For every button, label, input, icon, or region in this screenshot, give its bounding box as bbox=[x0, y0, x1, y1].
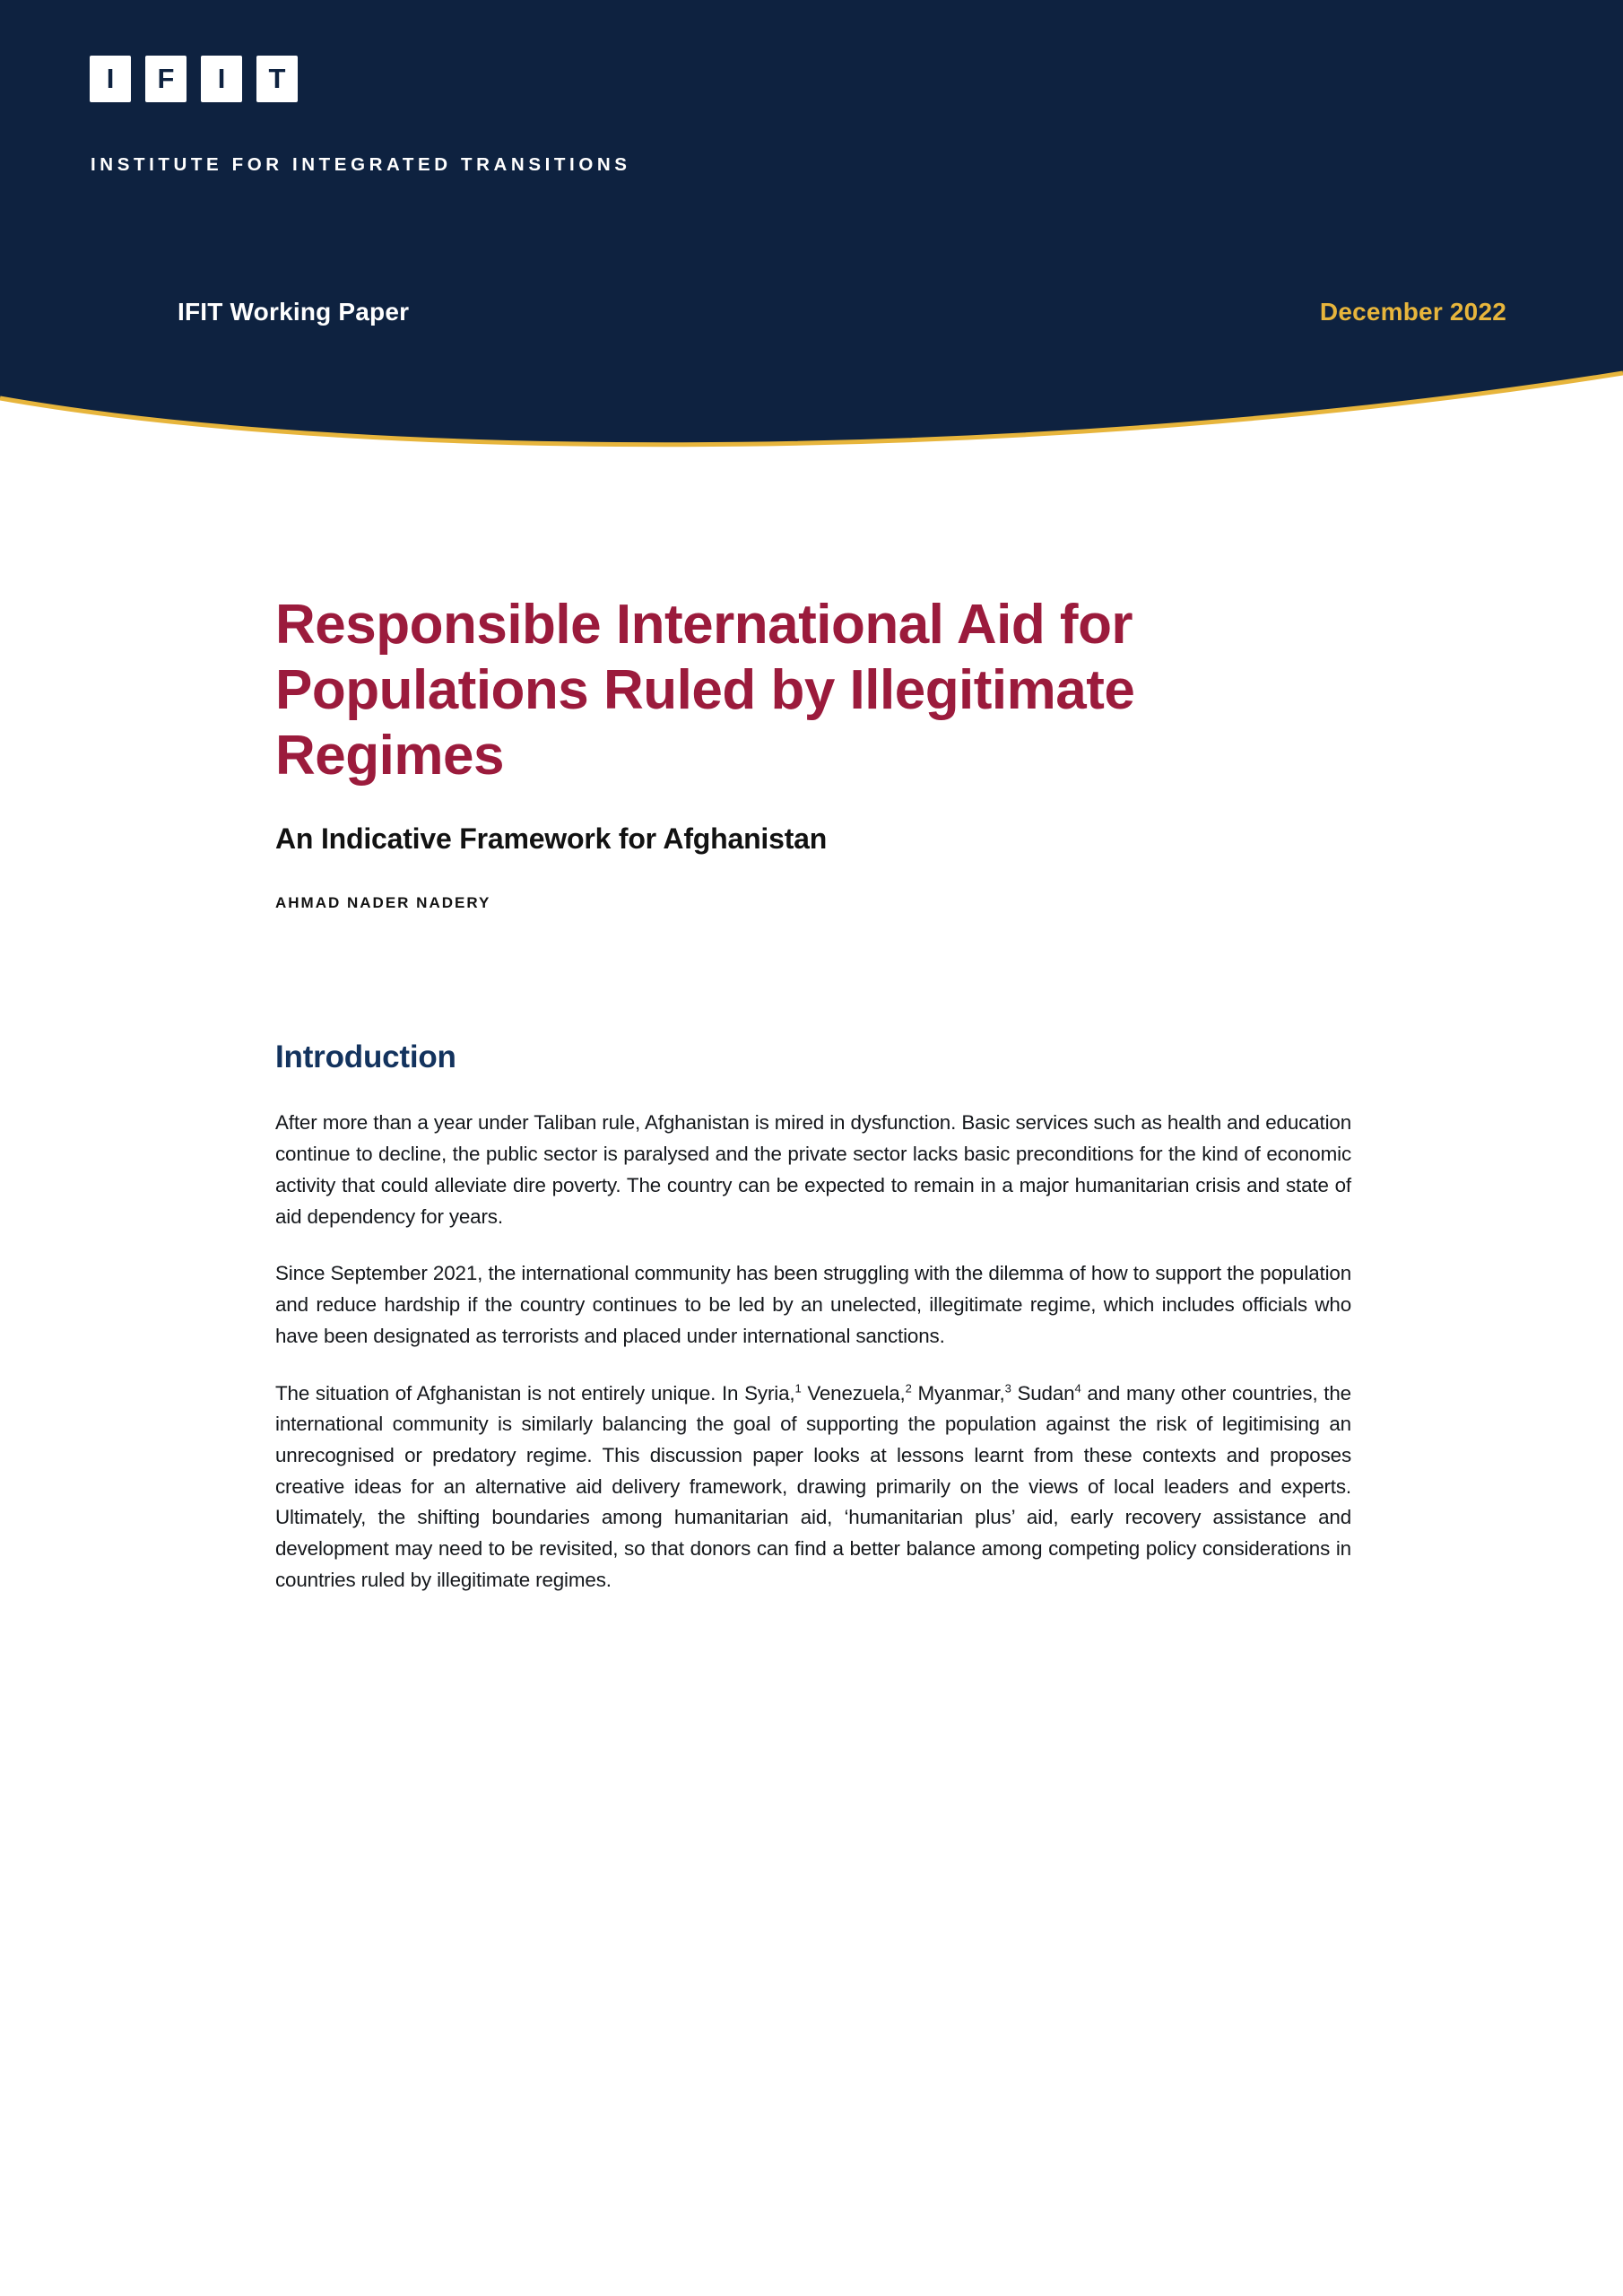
para3-part4: Sudan bbox=[1011, 1381, 1075, 1405]
logo-tagline: INSTITUTE FOR INTEGRATED TRANSITIONS bbox=[91, 154, 631, 175]
ifit-logo bbox=[90, 56, 298, 102]
intro-paragraph-2: Since September 2021, the international community has been struggling with the dilemma of how to support the population and reduce hardship if the country continues to be led by an unelected, illegitimate regime, which includes officials who have been designated as terrorists and placed under international sanctions. bbox=[275, 1262, 1351, 1347]
footnote-ref-1[interactable]: 1 bbox=[794, 1381, 802, 1396]
author-name: AHMAD NADER NADERY bbox=[275, 894, 491, 912]
para3-part5: and many other countries, the international community is similarly balancing the goal of supporting the population against the risk of legitimising an unrecognised or predatory regime. This discussion paper looks at lessons learnt from these contexts and proposes creative ideas for an alternative aid delivery framework, drawing primarily on the views of local leaders and experts. Ultimately, the shifting boundaries among humanitarian aid, ‘humanitarian plus’ aid, early recovery assistance and development may need to be revisited, so that donors can find a better balance among competing policy considerations in countries ruled by illegitimate regimes. bbox=[275, 1381, 1351, 1591]
footnote-ref-3[interactable]: 3 bbox=[1004, 1381, 1011, 1396]
header-curve-decoration bbox=[0, 352, 1623, 466]
logo-letter-i2: I bbox=[201, 56, 242, 102]
working-paper-label: IFIT Working Paper bbox=[178, 298, 410, 326]
para3-part3: Myanmar, bbox=[911, 1381, 1005, 1405]
logo-letter-f: F bbox=[145, 56, 187, 102]
publication-date: December 2022 bbox=[1319, 298, 1506, 326]
para3-part2: Venezuela, bbox=[801, 1381, 906, 1405]
header-meta-row bbox=[0, 298, 1623, 334]
document-content bbox=[275, 592, 1351, 1596]
section-heading-introduction: Introduction bbox=[275, 1039, 456, 1075]
page-header-band bbox=[0, 0, 1623, 466]
footnote-ref-2[interactable]: 2 bbox=[905, 1381, 912, 1396]
intro-paragraph-1: After more than a year under Taliban rule, Afghanistan is mired in dysfunction. Basic services such as health and education continue to decline, the public sector is paralysed and the private sector lacks basic preconditions for the kind of economic activity that could alleviate dire poverty. The country can be expected to remain in a major humanitarian crisis and state of aid dependency for years. bbox=[275, 1111, 1351, 1228]
logo-letter-i1: I bbox=[90, 56, 131, 102]
para3-part1: The situation of Afghanistan is not entirely unique. In Syria, bbox=[275, 1381, 795, 1405]
page-title: Responsible International Aid for Populations Ruled by Illegitimate Regimes bbox=[275, 594, 1135, 787]
logo-letter-t: T bbox=[256, 56, 298, 102]
intro-paragraph-3 bbox=[275, 1378, 1351, 1596]
page-subtitle: An Indicative Framework for Afghanistan bbox=[275, 822, 828, 856]
footnote-ref-4[interactable]: 4 bbox=[1074, 1381, 1081, 1396]
